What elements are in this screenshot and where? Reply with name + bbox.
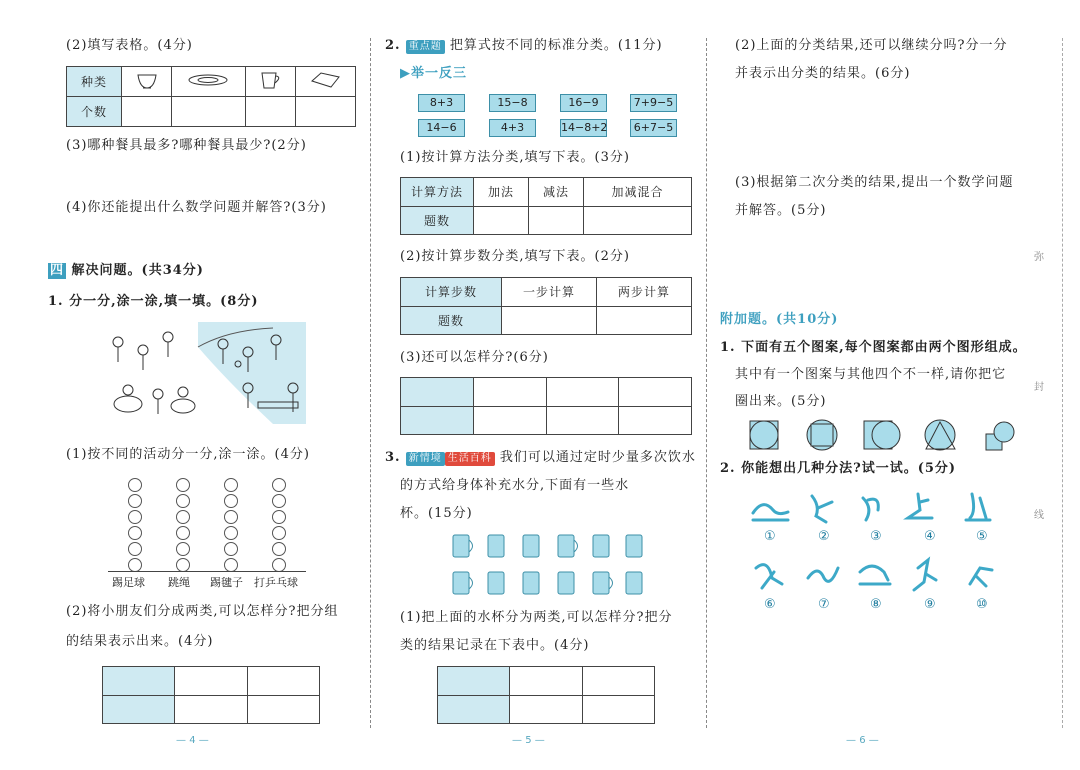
sub1-text: (1)按计算方法分类,填写下表。(3分) (400, 150, 630, 165)
answer-cell[interactable] (473, 406, 546, 435)
answer-cell[interactable] (529, 206, 584, 235)
bowl-icon (122, 67, 172, 97)
answer-cell[interactable] (474, 206, 529, 235)
other-classify-table (400, 377, 692, 435)
answer-cell[interactable] (584, 206, 692, 235)
cups-illustration (448, 530, 648, 600)
q2-heading (385, 38, 663, 54)
margin-char: 线 (1034, 510, 1044, 521)
page-number-5: — 5 — (512, 735, 545, 746)
figure-number: ④ (924, 529, 936, 544)
figure-number: ② (818, 529, 830, 544)
subheading-text: 举一反三 (411, 66, 468, 81)
page-number-4: — 4 — (176, 735, 209, 746)
group-table-p4 (102, 666, 320, 724)
coloring-circle[interactable] (224, 542, 238, 556)
answer-cell[interactable] (510, 695, 582, 724)
method-row-label: 题数 (401, 206, 474, 235)
q2-text: 把算式按不同的标准分类。(11分) (449, 38, 663, 53)
answer-cell[interactable] (247, 695, 319, 724)
page-number-value: 5 (525, 735, 532, 746)
expression-chip: 14−8+2 (560, 119, 607, 137)
method-header: 减法 (529, 178, 584, 207)
answer-cell[interactable] (103, 667, 175, 696)
q3-line1: 我们可以通过定时少量多次饮水 (499, 450, 696, 465)
figure-number: ⑦ (818, 597, 830, 612)
section-heading (48, 263, 204, 279)
answer-cell[interactable] (438, 695, 510, 724)
expression-chip: 14−6 (418, 119, 465, 137)
subheading: ▶举一反三 (400, 66, 468, 81)
q2-title: (2)填写表格。(4分) (66, 38, 193, 53)
coloring-circle[interactable] (272, 478, 286, 492)
figure-number: ⑨ (924, 597, 936, 612)
steps-header: 两步计算 (597, 278, 692, 307)
coloring-circle[interactable] (272, 526, 286, 540)
answer-cell[interactable] (510, 667, 582, 696)
table-row2-label: 个数 (67, 97, 122, 127)
expression-chip: 4+3 (489, 119, 536, 137)
plate-icon (172, 67, 245, 97)
key-question-tag: 重点题 (406, 40, 445, 54)
q4-text: (4)你还能提出什么数学问题并解答?(3分) (66, 200, 327, 215)
expression-chip: 15−8 (489, 94, 536, 112)
coloring-circle[interactable] (128, 510, 142, 524)
column-divider-right (706, 38, 707, 728)
answer-cell[interactable] (103, 695, 175, 724)
answer-cell[interactable] (619, 378, 692, 407)
coloring-circle[interactable] (272, 558, 286, 572)
figure-number: ⑥ (764, 597, 776, 612)
answer-cell[interactable] (122, 97, 172, 127)
coloring-circle[interactable] (176, 542, 190, 556)
margin-char: 封 (1034, 382, 1044, 393)
p6-sub2-line1: (2)上面的分类结果,还可以继续分吗?分一分 (735, 38, 1008, 53)
activity-label: 踢毽子 (210, 576, 243, 589)
answer-cell[interactable] (502, 306, 597, 335)
answer-cell[interactable] (175, 667, 247, 696)
expression-chip: 7+9−5 (630, 94, 677, 112)
answer-cell[interactable] (473, 378, 546, 407)
coloring-circle[interactable] (176, 558, 190, 572)
coloring-circle[interactable] (128, 494, 142, 508)
coloring-circle[interactable] (176, 510, 190, 524)
figure-number: ① (764, 529, 776, 544)
p6-sub3-line1: (3)根据第二次分类的结果,提出一个数学问题 (735, 175, 1014, 190)
dish-icon (295, 67, 355, 97)
answer-cell[interactable] (295, 97, 355, 127)
coloring-circle[interactable] (224, 494, 238, 508)
answer-cell[interactable] (582, 667, 654, 696)
figure-number: ⑤ (976, 529, 988, 544)
coloring-circle[interactable] (224, 558, 238, 572)
coloring-circle[interactable] (128, 542, 142, 556)
expression-chip: 16−9 (560, 94, 607, 112)
steps-row-label: 题数 (401, 306, 502, 335)
answer-cell[interactable] (546, 406, 619, 435)
answer-cell[interactable] (247, 667, 319, 696)
activity-label: 跳绳 (168, 576, 190, 589)
margin-char: 弥 (1034, 252, 1044, 263)
binding-line (1062, 38, 1063, 728)
problem1-sub2-line1: (2)将小朋友们分成两类,可以怎样分?把分组 (66, 604, 339, 619)
q3-sub1-line1: (1)把上面的水杯分为两类,可以怎样分?把分 (400, 610, 673, 625)
answer-cell[interactable] (172, 97, 245, 127)
coloring-circle[interactable] (176, 478, 190, 492)
column-divider-left (370, 38, 371, 728)
shape-patterns (748, 418, 1018, 452)
coloring-circle[interactable] (128, 526, 142, 540)
life-encyclopedia-tag: 生活百科 (445, 452, 495, 466)
q2-num: 2. (385, 38, 401, 53)
coloring-circle[interactable] (128, 478, 142, 492)
new-scenario-tag: 新情境 (406, 452, 445, 466)
activity-axis (108, 571, 306, 572)
coloring-circle[interactable] (272, 494, 286, 508)
sub2-text: (2)按计算步数分类,填写下表。(2分) (400, 249, 630, 264)
method-header: 计算方法 (401, 178, 474, 207)
activity-label: 踢足球 (112, 576, 145, 589)
problem1-title: 1. 分一分,涂一涂,填一填。(8分) (48, 294, 259, 309)
coloring-circle[interactable] (176, 494, 190, 508)
steps-table (400, 277, 692, 335)
coloring-circle[interactable] (224, 526, 238, 540)
answer-cell[interactable] (245, 97, 295, 127)
section-badge: 四 (50, 263, 65, 278)
method-header: 加法 (474, 178, 529, 207)
children-activity-illustration (98, 322, 306, 424)
answer-cell[interactable] (175, 695, 247, 724)
coloring-circle[interactable] (272, 542, 286, 556)
steps-header: 计算步数 (401, 278, 502, 307)
method-header: 加减混合 (584, 178, 692, 207)
tableware-table (66, 66, 356, 127)
coloring-circle[interactable] (128, 558, 142, 572)
p6-sub2-line2: 并表示出分类的结果。(6分) (735, 66, 911, 81)
coloring-circle[interactable] (224, 478, 238, 492)
steps-header: 一步计算 (502, 278, 597, 307)
figure-number: ⑩ (976, 597, 988, 612)
q3-num: 3. (385, 450, 401, 465)
answer-cell[interactable] (401, 378, 474, 407)
problem1-sub2-line2: 的结果表示出来。(4分) (66, 634, 214, 649)
figure-number: ③ (870, 529, 882, 544)
answer-cell[interactable] (438, 667, 510, 696)
extra-title: 附加题。(共10分) (720, 312, 839, 327)
coloring-circle[interactable] (272, 510, 286, 524)
cup-icon (245, 67, 295, 97)
section-title: 解决问题。(共34分) (71, 263, 204, 278)
page-number-6: — 6 — (846, 735, 879, 746)
method-table (400, 177, 692, 235)
table-row1-label: 种类 (67, 67, 122, 97)
expression-chip: 8+3 (418, 94, 465, 112)
figure-number: ⑧ (870, 597, 882, 612)
answer-cell[interactable] (597, 306, 692, 335)
answer-cell[interactable] (401, 406, 474, 435)
extra1-line1: 1. 下面有五个图案,每个图案都由两个图形组成。 (720, 340, 1027, 355)
q3-line2: 的方式给身体补充水分,下面有一些水 (400, 478, 630, 493)
answer-cell[interactable] (582, 695, 654, 724)
q3-heading (385, 450, 696, 466)
expression-chip: 6+7−5 (630, 119, 677, 137)
problem1-sub1: (1)按不同的活动分一分,涂一涂。(4分) (66, 447, 310, 462)
cups-table (437, 666, 655, 724)
sub3-text: (3)还可以怎样分?(6分) (400, 350, 549, 365)
q3-text: (3)哪种餐具最多?哪种餐具最少?(2分) (66, 138, 307, 153)
p6-sub3-line2: 并解答。(5分) (735, 203, 827, 218)
extra1-line3: 圈出来。(5分) (735, 394, 827, 409)
page-number-value: 6 (859, 735, 866, 746)
coloring-circle[interactable] (224, 510, 238, 524)
activity-label: 打乒乓球 (254, 576, 298, 589)
extra2-text: 2. 你能想出几种分法?试一试。(5分) (720, 461, 957, 476)
answer-cell[interactable] (546, 378, 619, 407)
extra1-line2: 其中有一个图案与其他四个不一样,请你把它 (735, 367, 1007, 382)
coloring-circle[interactable] (176, 526, 190, 540)
q3-sub1-line2: 类的结果记录在下表中。(4分) (400, 638, 590, 653)
q3-line3: 杯。(15分) (400, 506, 473, 521)
answer-cell[interactable] (619, 406, 692, 435)
page-number-value: 4 (189, 735, 196, 746)
